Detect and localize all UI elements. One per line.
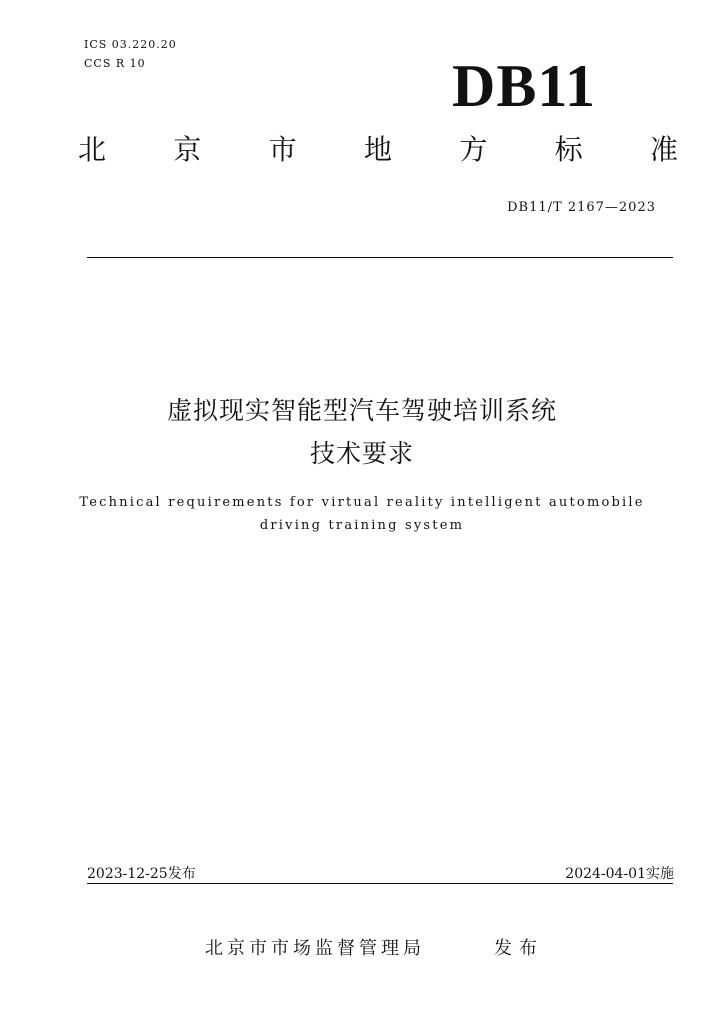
standard-type [78,133,678,166]
standard-code: DB11/T 2167—2023 [507,200,656,215]
title-zh-line2: 技术要求 [309,439,414,468]
issue-date: 2023-12-25发布 [87,866,196,882]
standard-type-char: 市 [268,133,297,166]
standard-type-char: 标 [554,133,583,166]
title-en-line1: Technical requirements for virtual reality intelligent automobile [79,495,645,510]
publish-label: 发布 [494,938,544,959]
standard-type-char: 准 [649,133,678,166]
standard-type-char: 京 [173,133,202,166]
title-en-line2: driving training system [259,518,465,533]
top-divider [87,257,673,258]
title-zh-line1: 虚拟现实智能型汽车驾驶培训系统 [166,396,557,425]
standard-type-char: 北 [78,133,107,166]
standard-type-char: 地 [363,133,392,166]
ics-code: ICS 03.220.20 [84,38,177,51]
issuing-authority: 北京市市场监督管理局 [205,938,425,959]
ccs-code: CCS R 10 [84,57,146,70]
bottom-divider [87,883,673,884]
implement-date: 2024-04-01实施 [565,866,674,882]
standard-type-char: 方 [459,133,488,166]
db11-logo: DB11 [452,53,597,119]
